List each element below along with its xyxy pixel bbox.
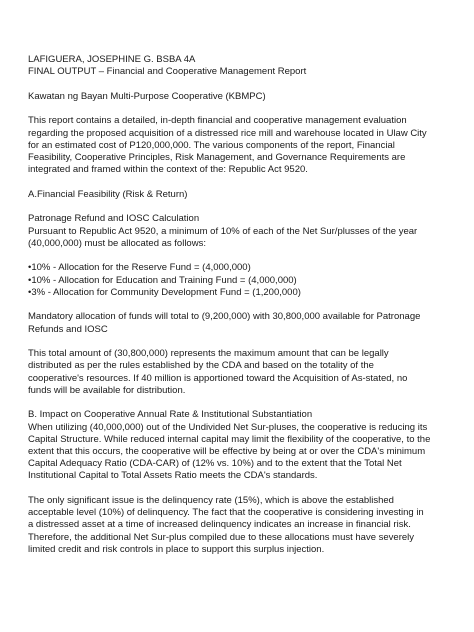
mandatory-line: Refunds and IOSC: [28, 323, 108, 335]
allocation-item: •10% - Allocation for Education and Training Fund = (4,000,000): [28, 274, 297, 286]
intro-line: Feasibility, Cooperative Principles, Risk Management, and Governance Requirements are: [28, 152, 406, 163]
allocation-item: •10% - Allocation for the Reserve Fund = (4,000,000): [28, 262, 251, 274]
section-b-line: extent that this occurs, the cooperative will be effective by being at or over the CDA's minimum: [28, 446, 426, 457]
section-b-line: When utilizing (40,000,000) out of the Undivided Net Sur-pluses, the cooperative is reducing its: [28, 421, 428, 433]
intro-line: regarding the proposed acquisition of a distressed rice mill and warehouse located in Ulaw City: [28, 127, 427, 139]
delinquency-line: Therefore, the additional Net Sur-plus compiled due to these allocations must have severely: [28, 531, 415, 543]
delinquency-line: acceptable level (10%) of delinquency. The fact that the cooperative is considering investing in: [28, 507, 424, 519]
mandatory-line: Mandatory allocation of funds will total to (9,200,000) with 30,800,000 available for Patronage: [28, 311, 421, 323]
intro-line: integrated and framed within the context of the: Republic Act 9520.: [28, 164, 308, 176]
intro-paragraph: [28, 115, 434, 176]
total-line: cooperative's resources. If 40 million is apportioned toward the Acquisition of As-stated, no: [28, 372, 408, 384]
section-a-title: A.Financial Feasibility (Risk & Return): [28, 188, 188, 200]
section-b-heading: B. Impact on Cooperative Annual Rate & Institutional Substantiation: [28, 409, 313, 421]
author-line: LAFIGUERA, JOSEPHINE G. BSBA 4A: [28, 54, 196, 65]
intro-line: This report contains a detailed, in-depth financial and cooperative management evaluation: [28, 115, 407, 127]
patronage-line: (40,000,000) must be allocated as follows:: [28, 237, 206, 249]
report-subtitle: FINAL OUTPUT – Financial and Cooperative Management Report: [28, 66, 307, 78]
patronage-paragraph: [28, 213, 434, 250]
delinquency-line: a distressed asset at a time of increased delinquency indicates an increase in financial risk.: [28, 519, 411, 531]
allocation-list: [28, 262, 434, 299]
intro-line: for an estimated cost of P120,000,000. The various components of the report, Financial: [28, 139, 395, 151]
patronage-heading: Patronage Refund and IOSC Calculation: [28, 213, 200, 225]
delinquency-line: The only significant issue is the delinquency rate (15%), which is above the established: [28, 495, 394, 506]
delinquency-paragraph: [28, 495, 434, 556]
organization-line: Kawatan ng Bayan Multi-Purpose Cooperative (KBMPC): [28, 90, 266, 102]
total-line: distributed as per the rules established by the CDA and based on the totality of the: [28, 360, 374, 372]
section-b-line: Capital Adequacy Ratio (CDA-CAR) of (12% vs. 10%) and to the extent that the Total Net: [28, 458, 402, 470]
patronage-line: Pursuant to Republic Act 9520, a minimum of 10% of each of the Net Sur/plusses of the year: [28, 225, 418, 237]
delinquency-line: limited credit and risk controls in place to support this surplus injection.: [28, 543, 325, 555]
section-b-paragraph: [28, 409, 434, 482]
total-line: This total amount of (30,800,000) represents the maximum amount that can be legally: [28, 348, 389, 360]
section-b-line: Capital Structure. While reduced internal capital may limit the flexibility of the cooperative, to the: [28, 433, 431, 445]
total-paragraph: [28, 348, 434, 397]
allocation-item: •3% - Allocation for Community Development Fund = (1,200,000): [28, 286, 301, 298]
mandatory-paragraph: [28, 311, 434, 335]
section-a-heading: [28, 189, 434, 201]
total-line: funds will be available for distribution.: [28, 384, 186, 396]
section-b-line: Institutional Capital to Total Assets Ratio meets the CDA's standards.: [28, 470, 318, 482]
document-header: [28, 54, 434, 78]
organization-name: [28, 91, 434, 103]
